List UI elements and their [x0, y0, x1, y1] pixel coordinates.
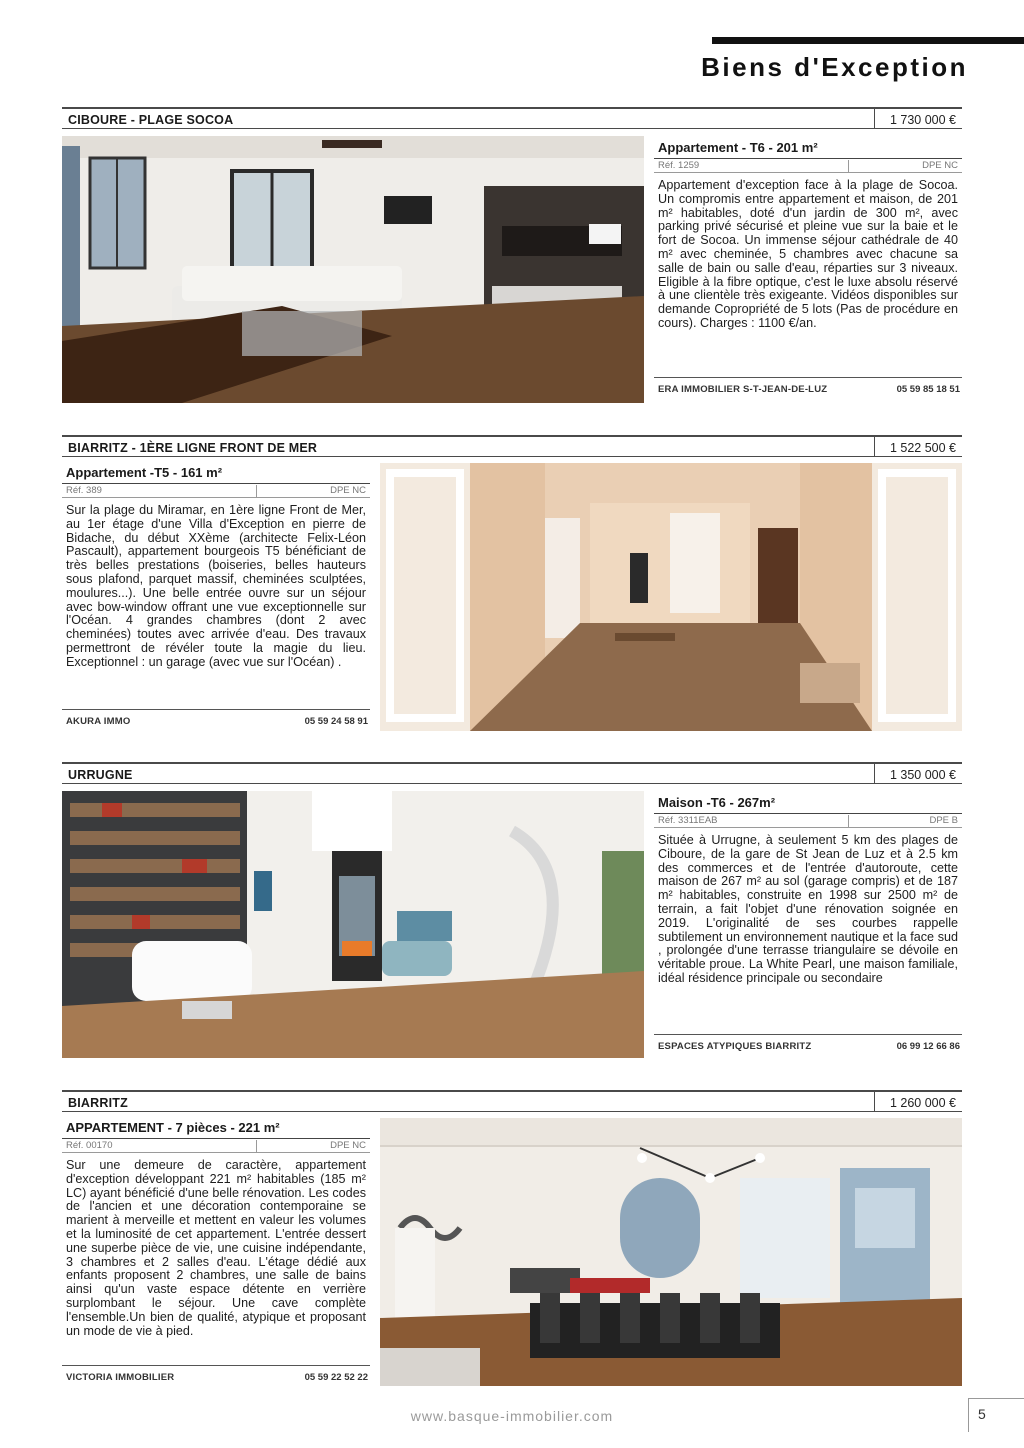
listing-header — [62, 107, 962, 129]
listing-title: Appartement - T6 - 201 m² — [654, 136, 962, 159]
listing-header — [62, 1090, 962, 1112]
listing-title: Appartement -T5 - 161 m² — [62, 461, 370, 484]
listing-ref: Réf. 00170 — [66, 1140, 113, 1151]
listing-header — [62, 762, 962, 784]
listing-agency-row — [62, 709, 370, 729]
listing-description: Située à Urrugne, à seulement 5 km des plages de Ciboure, de la gare de St Jean de Luz et à 2.5 km des commerces et de l'entrée d'autoroute, cette maison de 267 m² au sol (garage compris) et de 187 m² habitables, construite en 1998 sur 2500 m² de terrain, a fait l'objet d'une rénovation soignée en 2019. L'originalité de ses courbes rappelle subtilement un environnement nautique et la face sud , prolongée d'une terrasse triangulaire se dévoile en véritable proue. La White Pearl, une maison familiale, idéal résidence principale ou secondaire — [658, 833, 958, 985]
listing-dpe: DPE NC — [256, 485, 370, 498]
listing-phone[interactable]: 06 99 12 66 86 — [896, 1041, 960, 1052]
listing-ref-row — [62, 484, 370, 498]
listing-biarritz-appartement — [62, 1090, 962, 1388]
listing-ref-row — [654, 159, 962, 173]
listing-ciboure — [62, 107, 962, 405]
listing-agency-row — [654, 1034, 962, 1054]
listing-photo-lounge[interactable] — [62, 791, 644, 1058]
listing-urrugne — [62, 762, 962, 1060]
listing-location: URRUGNE — [68, 768, 133, 782]
listing-dpe: DPE NC — [848, 160, 962, 173]
page-title: Biens d'Exception — [701, 52, 968, 82]
listing-description: Appartement d'exception face à la plage de Socoa. Un compromis entre appartement et maison, de 201 m² habitables, doté d'un jardin de 300 m², avec parking privé sécurisé et pleine vue sur la baie et le fort de Socoa. Un immense séjour cathédrale de 40 m² avec cheminée, 5 chambres avec chacune sa salle de bain ou salle d'eau, réparties sur 3 niveaux. Eligible à la fibre optique, c'est le luxe absolu réservé à une clientèle très exigeante. Vidéos disponibles sur demande Copropriété de 5 lots (Pas de procédure en cours). Charges : 1100 €/an. — [658, 178, 958, 330]
listing-ref-row — [654, 814, 962, 828]
listing-description: Sur une demeure de caractère, appartement d'exception développant 221 m² habitables (185 m² LC) ayant bénéficié d'une belle rénovation. Les codes de l'ancien et une décoration contemporaine se marient à merveille et mettent en valeur les volumes et la luminosité de cet appartement. L'entrée dessert une superbe pièce de vie, une cuisine indépendante, 3 chambres et 2 salles d'eau. L'étage dédié aux enfants proposent 2 chambres, une salle de bains ainsi qu'un vaste espace détente en verrière surplombant le séjour. Une cave complète l'ensemble.Un bien de qualité, atypique et proposant un mode de vie à pied. — [66, 1158, 366, 1338]
listing-info — [654, 136, 962, 405]
listing-phone[interactable]: 05 59 85 18 51 — [896, 384, 960, 395]
listing-ref: Réf. 1259 — [658, 160, 700, 171]
listing-price: 1 260 000 € — [874, 1092, 962, 1112]
listing-agency[interactable]: VICTORIA IMMOBILIER — [66, 1372, 175, 1383]
listing-location: BIARRITZ - 1ÈRE LIGNE FRONT DE MER — [68, 441, 318, 455]
page-number: 5 — [978, 1406, 986, 1422]
listing-agency-row — [62, 1365, 370, 1385]
listing-location: BIARRITZ — [68, 1096, 128, 1110]
listing-photo-dining-room[interactable] — [380, 1118, 962, 1386]
listing-agency[interactable]: ESPACES ATYPIQUES BIARRITZ — [658, 1041, 812, 1052]
listing-title: APPARTEMENT - 7 pièces - 221 m² — [62, 1116, 370, 1139]
listing-photo-entrance-hall[interactable] — [380, 463, 962, 731]
listing-title: Maison -T6 - 267m² — [654, 791, 962, 814]
page-number-box — [968, 1398, 1024, 1432]
listing-description: Sur la plage du Miramar, en 1ère ligne Front de Mer, au 1er étage d'une Villa d'Exception en pierre de Bidache, du début XXème (architecte Felix-Léon Pascault), appartement bourgeois T5 bénéficiant de très belles prestations (boiseries, belles hauteurs sous plafond, parquet massif, cheminées sculptées, moulures...). Une belle entrée ouvre sur un séjour avec bow-window offrant une vue exceptionnelle sur l'Océan. 4 grandes chambres (dont 2 avec cheminées) toutes avec arrivée d'eau. Des travaux permettront de révéler toute la magie du lieu. Exceptionnel : un garage (avec vue sur l'Océan) . — [66, 503, 366, 669]
listing-biarritz-front-de-mer — [62, 435, 962, 733]
footer-website[interactable]: www.basque-immobilier.com — [410, 1408, 614, 1424]
listing-info — [654, 791, 962, 1060]
listing-ref: Réf. 389 — [66, 485, 102, 496]
listing-price: 1 350 000 € — [874, 764, 962, 784]
listing-phone[interactable]: 05 59 22 52 22 — [304, 1372, 368, 1383]
listing-agency-row — [654, 377, 962, 397]
listing-agency[interactable]: ERA IMMOBILIER S-T-JEAN-DE-LUZ — [658, 384, 828, 395]
listing-photo-living-room[interactable] — [62, 136, 644, 403]
listing-info — [62, 461, 370, 733]
listing-ref: Réf. 3311EAB — [658, 815, 718, 826]
listing-price: 1 522 500 € — [874, 437, 962, 457]
listing-phone[interactable]: 05 59 24 58 91 — [304, 716, 368, 727]
listing-price: 1 730 000 € — [874, 109, 962, 129]
listing-agency[interactable]: AKURA IMMO — [66, 716, 131, 727]
header-accent-bar — [712, 37, 1024, 44]
listing-info — [62, 1116, 370, 1388]
listing-ref-row — [62, 1139, 370, 1153]
listing-location: CIBOURE - PLAGE SOCOA — [68, 113, 234, 127]
listing-dpe: DPE NC — [256, 1140, 370, 1153]
listing-header — [62, 435, 962, 457]
listing-dpe: DPE B — [848, 815, 962, 828]
